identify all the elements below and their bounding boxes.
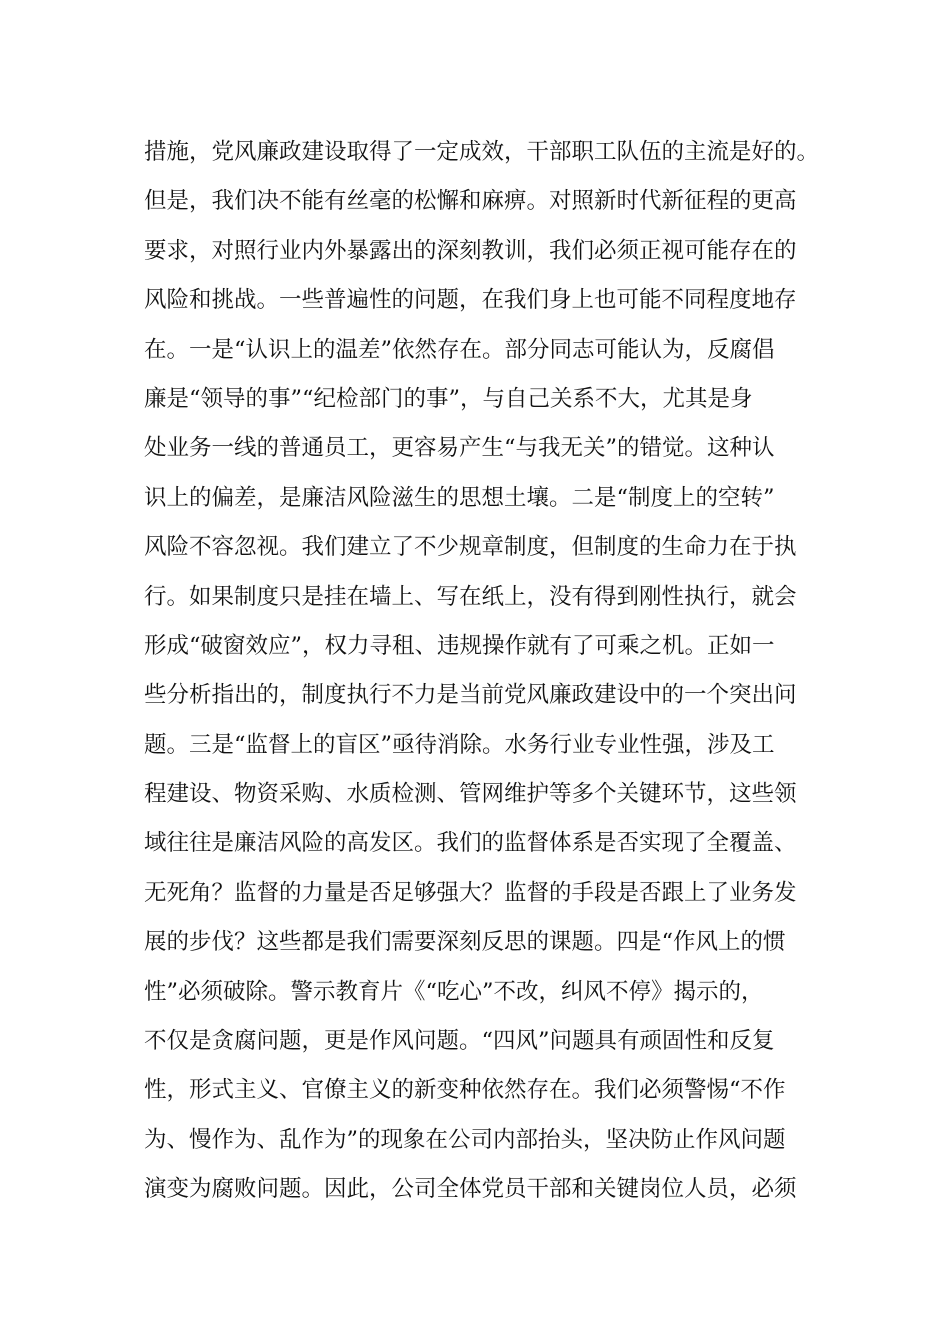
text-line: 展的步伐？这些都是我们需要深刻反思的课题。四是“作风上的惯: [144, 929, 786, 956]
text-line: 性，形式主义、官僚主义的新变种依然存在。我们必须警惕“不作: [144, 1077, 786, 1104]
text-line: 风险不容忽视。我们建立了不少规章制度，但制度的生命力在于执: [144, 534, 797, 561]
text-line: 但是，我们决不能有丝毫的松懈和麻痹。对照新时代新征程的更高: [144, 188, 797, 215]
text-line: 处业务一线的普通员工，更容易产生“与我无关”的错觉。这种认: [144, 435, 775, 462]
text-line: 题。三是“监督上的盲区”亟待消除。水务行业专业性强，涉及工: [144, 731, 775, 758]
text-line: 性”必须破除。警示教育片《“吃心”不改，纠风不停》揭示的，: [144, 978, 764, 1005]
text-line: 域往往是廉洁风险的高发区。我们的监督体系是否实现了全覆盖、: [144, 830, 797, 857]
text-line: 些分析指出的，制度执行不力是当前党风廉政建设中的一个突出问: [144, 682, 797, 709]
text-line: 形成“破窗效应”，权力寻租、违规操作就有了可乘之机。正如一: [144, 632, 775, 659]
text-line: 风险和挑战。一些普遍性的问题，在我们身上也可能不同程度地存: [144, 287, 797, 314]
text-line: 为、慢作为、乱作为”的现象在公司内部抬头，坚决防止作风问题: [144, 1126, 786, 1153]
text-line: 程建设、物资采购、水质检测、管网维护等多个关键环节，这些领: [144, 781, 797, 808]
text-line: 在。一是“认识上的温差”依然存在。部分同志可能认为，反腐倡: [144, 336, 775, 363]
body-text: [144, 128, 824, 1215]
text-line: 行。如果制度只是挂在墙上、写在纸上，没有得到刚性执行，就会: [144, 583, 797, 610]
text-line: 识上的偏差，是廉洁风险滋生的思想土壤。二是“制度上的空转”: [144, 484, 775, 511]
text-line: 演变为腐败问题。因此，公司全体党员干部和关键岗位人员，必须: [144, 1176, 797, 1203]
text-line: 不仅是贪腐问题，更是作风问题。“四风”问题具有顽固性和反复: [144, 1028, 775, 1055]
text-line: 廉是“领导的事”“纪检部门的事”，与自己关系不大，尤其是身: [144, 385, 753, 412]
text-line: 无死角？监督的力量是否足够强大？监督的手段是否跟上了业务发: [144, 879, 797, 906]
text-line: 措施，党风廉政建设取得了一定成效，干部职工队伍的主流是好的。: [144, 139, 820, 165]
text-line: 要求，对照行业内外暴露出的深刻教训，我们必须正视可能存在的: [144, 237, 797, 264]
